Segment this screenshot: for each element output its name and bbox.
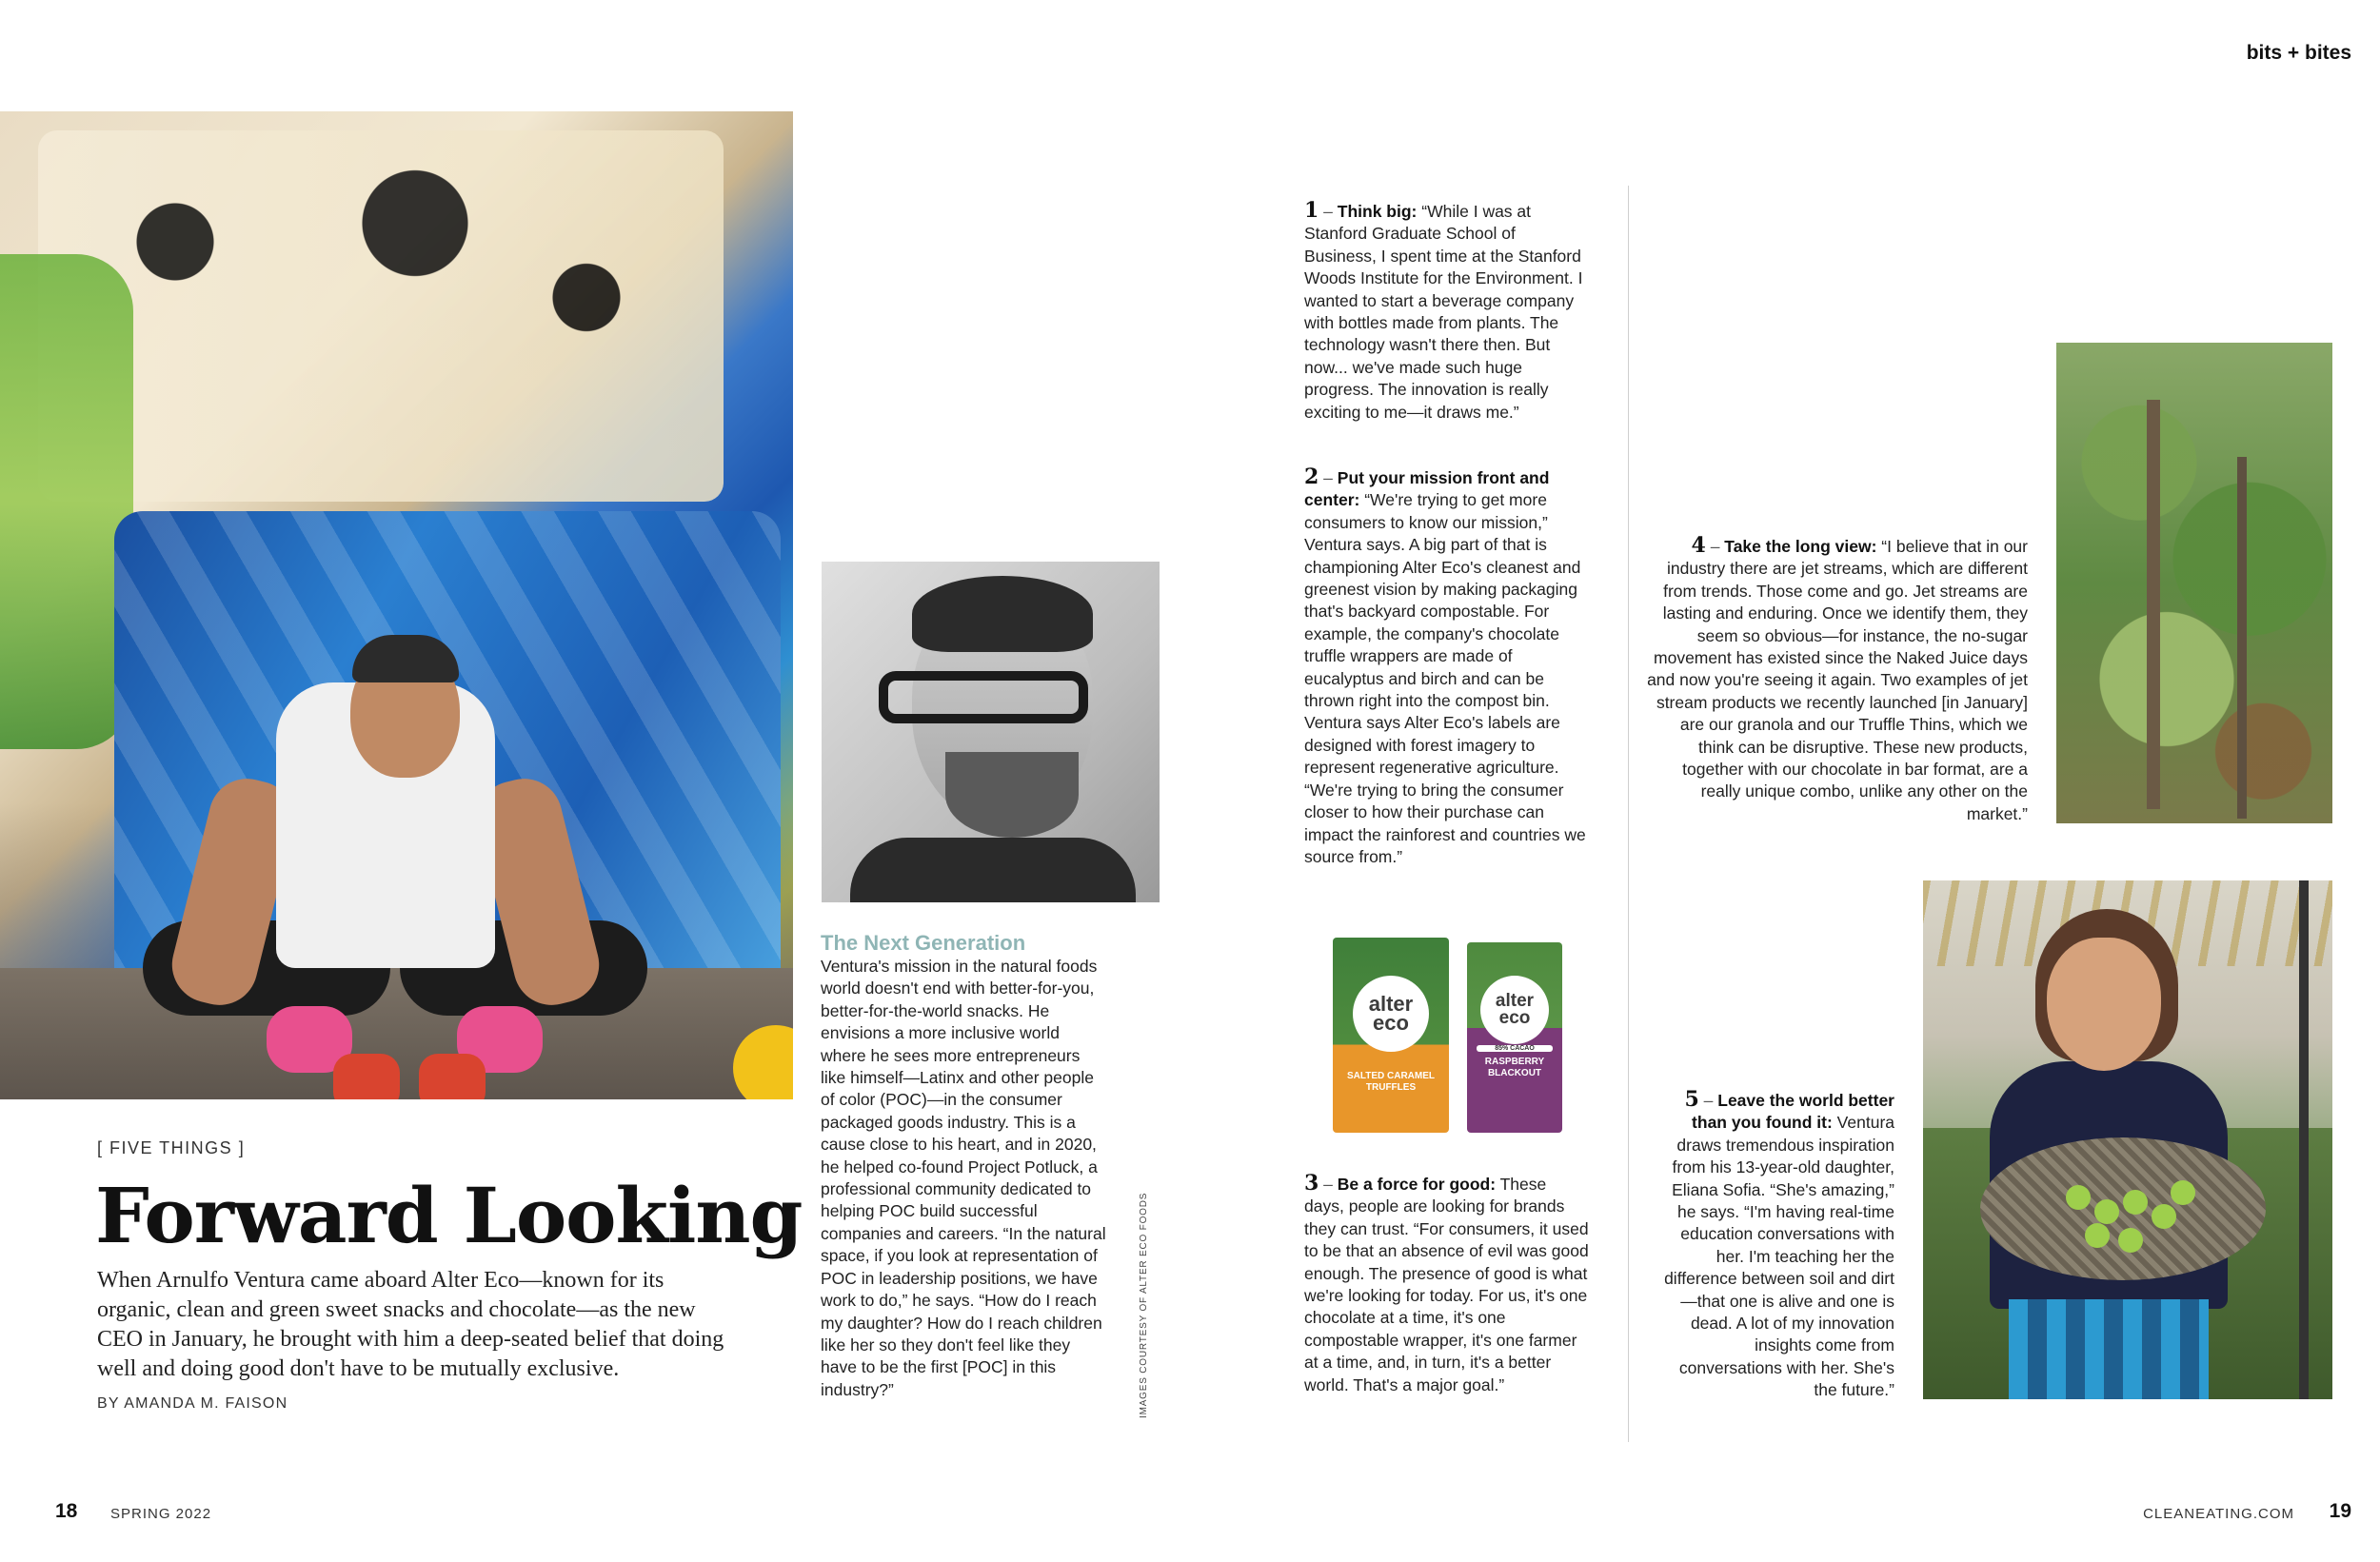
lime (2123, 1190, 2148, 1215)
brand-logo (1353, 976, 1429, 1052)
item-number: 5 (1684, 1087, 1699, 1112)
forest-photo (2056, 343, 2332, 823)
portrait-beard (945, 752, 1079, 838)
item-text: These days, people are looking for brands they can trust. “For consumers, it used to be that an absence of evil was good enough. The presence of good is what we're looking for today. For us, it's one chocolate at a time, it's one compostable wrapper, it's one farmer at a time, and, in turn, it's a better world. That's a major goal.” (1304, 1175, 1589, 1394)
list-item-4: 4 – Take the long view: “I believe that in our industry there are jet streams, which are different from trends. Those come and go. Jet streams are lasting and enduring. Once we identify them, they seem so obvious—for instance, the no-sugar movement has existed since the Naked Juice days and now you're seeing it again. Two examples of jet stream products we recently launched [in January] are our granola and our Truffle Thins, which we think can be disruptive. These new products, together with our chocolate in bar format, are a really unique combo, unlike any other on the market.” (1647, 533, 2028, 823)
sidebar-body: Ventura's mission in the natural foods world doesn't end with better-for-you, better-for-the-world snacks. He envisions a more inclusive world where he sees more entrepreneurs like himself—Latinx and other people of color (POC)—in the consumer packaged goods industry. This is a cause close to his heart, and in 2020, he helped co-found Project Potluck, a professional community dedicated to helping POC build successful companies and careers. “In the natural space, if you look at representation of POC in leadership positions, we have work to do,” he says. “How do I reach my daughter? How do I reach children like her so they don't feel like they have to be the first [POC] in this industry?” (821, 957, 1106, 1399)
item-number: 2 (1304, 465, 1319, 489)
dek: When Arnulfo Ventura came aboard Alter Eco—known for its organic, clean and green sweet snacks and chocolate—as the new CEO in January, he brought with him a deep-seated belief that doing well and doing good don't have to be mutually exclusive. (97, 1268, 724, 1381)
hero-photo-boxer (0, 111, 793, 1099)
cacao-badge: 85% CACAO (1477, 1045, 1553, 1052)
tree-trunk (2237, 457, 2247, 819)
site-label: CLEANEATING.COM (2143, 1506, 2294, 1522)
list-item-5: 5 – Leave the world better than you found it: Ventura draws tremendous inspiration from his 13-year-old daughter, Eliana Sofia. “She's amazing,” he says. “I'm having real-time education conversations with her. I'm teaching her the difference between soil and dirt—that one is alive and one is dead. A lot of my innovation insights come from conversations with her. She's the future.” (1664, 1087, 1894, 1400)
item-lead: Leave the world better than you found it: (1692, 1091, 1894, 1133)
girl-pants (2009, 1299, 2209, 1399)
list-item-1: 1 – Think big: “While I was at Stanford Graduate School of Business, I spent time at the Stanford Woods Institute for the Environment. I wanted to start a beverage company with bottles made from plants. The technology wasn't there then. But now... we've made such huge progress. The innovation is really exciting to me—it draws me.” (1304, 198, 1583, 422)
product-raspberry-blackout (1467, 942, 1562, 1133)
garden-pole (2299, 880, 2309, 1399)
woven-basket (1980, 1137, 2266, 1280)
photo-credit: IMAGES COURTESY OF ALTER ECO FOODS (1139, 1192, 1149, 1418)
daughter-photo (1923, 880, 2332, 1399)
item-number: 4 (1691, 533, 1706, 558)
item-text: “We're trying to get more consumers to know our mission,” Ventura says. A big part of that is championing Alter Eco's cleanest and greenest vision by making packaging that's backyard compostable. For example, the company's chocolate truffle wrappers are made of eucalyptus and birch and can be thrown right into the compost bin. Ventura says Alter Eco's labels are designed with forest imagery to represent regenerative agriculture. “We're trying to bring the consumer closer to how their purchase can impact the rainforest and countries we source from.” (1304, 490, 1586, 866)
brand-logo (1480, 976, 1549, 1044)
item-text: Ventura draws tremendous inspiration from his 13-year-old daughter, Eliana Sofia. “She's amazing,” he says. “I'm having real-time education conversations with her. I'm teaching her the difference between soil and dirt—that one is alive and one is dead. A lot of my innovation insights come from conversations with her. She's the future.” (1664, 1113, 1894, 1400)
item-lead: Put your mission front and center: (1304, 468, 1550, 510)
issue-label: SPRING 2022 (110, 1506, 212, 1522)
item-lead: Take the long view: (1724, 537, 1877, 556)
item-lead: Think big: (1337, 202, 1418, 221)
item-lead: Be a force for good: (1337, 1175, 1497, 1194)
lime (2066, 1185, 2091, 1210)
column-divider (1628, 186, 1629, 1442)
shoe-right (419, 1054, 486, 1099)
lime (2171, 1180, 2195, 1205)
item-text: “I believe that in our industry there are jet streams, which are different from trends. Those come and go. Jet streams are lasting and enduring. Once we identify them, they seem so obvious—for instance, the no-sugar movement has existed since the Naked Juice days and now you're seeing it again. Two examples of jet stream products we recently launched [in January] are our granola and our Truffle Thins, which we think can be disruptive. These new products, together with our chocolate in bar format, are a really unique combo, unlike any other on the market.” (1647, 537, 2028, 823)
page-number-right: 19 (2329, 1500, 2351, 1522)
lime (2085, 1223, 2110, 1248)
graffiti-green (0, 254, 133, 749)
lime (2152, 1204, 2176, 1229)
tree-trunk (2147, 400, 2160, 809)
item-text: “While I was at Stanford Graduate School of Business, I spent time at the Stanford Woods Institute for the Environment. I wanted to start a beverage company with bottles made from plants. The technology wasn't there then. But now... we've made such huge progress. The innovation is really exciting to me—it draws me.” (1304, 202, 1583, 422)
product-flavor: SALTED CARAMEL TRUFFLES (1346, 1071, 1436, 1093)
list-item-2: 2 – Put your mission front and center: “We're trying to get more consumers to know our mission,” Ventura says. A big part of that is championing Alter Eco's cleanest and greenest vision by making packaging that's backyard compostable. For example, the company's chocolate truffle wrappers are made of eucalyptus and birch and can be thrown right into the compost bin. Ventura says Alter Eco's labels are designed with forest imagery to represent regenerative agriculture. “We're trying to bring the consumer closer to how their purchase can impact the rainforest and countries we source from.” (1304, 465, 1586, 866)
portrait-jacket (850, 838, 1136, 902)
graffiti-lettering (38, 130, 724, 502)
byline: BY AMANDA M. FAISON (97, 1395, 288, 1412)
kicker: [ FIVE THINGS ] (97, 1138, 246, 1157)
list-item-3: 3 – Be a force for good: These days, people are looking for brands they can trust. “For consumers, it used to be that an absence of evil was good enough. The presence of good is what we're looking for today. For us, it's one chocolate at a time, it's one compostable wrapper, it's one farmer at a time, and, in turn, it's a better world. That's a major goal.” (1304, 1171, 1589, 1394)
brand-logo-text: alter eco (1495, 991, 1535, 1028)
portrait-glasses (879, 671, 1088, 723)
page-number-left: 18 (55, 1500, 78, 1522)
shoe-left (333, 1054, 400, 1099)
portrait-photo (822, 562, 1160, 902)
product-salted-caramel (1333, 938, 1449, 1133)
girl-face (2047, 938, 2161, 1071)
sidebar-title: The Next Generation (821, 931, 1026, 955)
lime (2094, 1199, 2119, 1224)
lime (2118, 1228, 2143, 1253)
headline: Forward Looking (95, 1171, 803, 1260)
item-number: 3 (1304, 1171, 1319, 1196)
portrait-hair (912, 576, 1093, 652)
item-number: 1 (1304, 198, 1319, 223)
product-flavor: RASPBERRY BLACKOUT (1484, 1057, 1545, 1078)
section-tag: bits + bites (2246, 42, 2351, 64)
person-cap (352, 635, 459, 682)
brand-logo-text: alter eco (1368, 992, 1414, 1035)
